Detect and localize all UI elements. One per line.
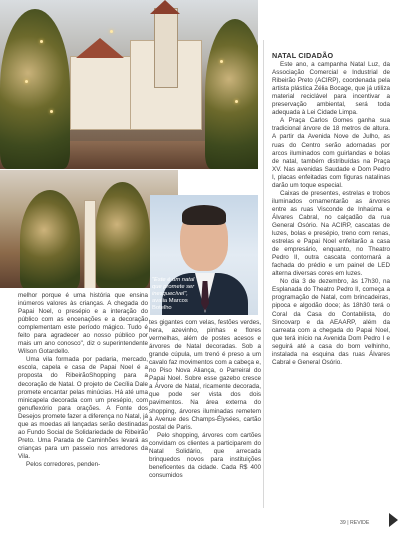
article-column-2 [149,319,261,480]
pull-quote-author: avalia Marcos Botelho [152,298,188,312]
paragraph: Pelos corredores, penden- [26,460,101,468]
christmas-tree [95,182,150,288]
natal-cidadao-sidebar [272,52,390,367]
string-light [220,60,223,63]
string-light [25,80,28,83]
village-house [70,56,132,130]
pull-quote [152,277,202,312]
paragraph: No dia 3 de dezembro, às 17h30, na Esplanada do Theatro Pedro II, começa a programação de Natal, com brincadeiras, pipoca e algodão doce; às 18h30 terá o Coral da Casa do Contabilista, do Sincovarp e da AEAARP, além da carreata com a chegada do Papai Noel, que terá início na Avenida Dom Pedro I e seguirá até a casa do bom velhinho, instalada na esquina das ruas Álvares Cabral e General Osório. [272,278,390,366]
paragraph: Caixas de presentes, estrelas e trobos iluminados ornamentarão as árvores entre as ruas Visconde de Inhaúma e Álvares Cabral, no calçadão da rua General Osório. Na ACIRP, cascatas de luzes, bolas e presépio, treno com renas, estrelas e Papai Noel enfeitarão a casa de empresário, enquanto, no Theatro Pedro II, outra cascata contornará a fachada do prédio e um painel de LED alterna diversas cores em luzes. [272,189,390,278]
paragraph: Uma vila formada por padaria, mercado, escola, capela e casa de Papai Noel é a proposta do RibeirãoShopping para a decoração de Natal. O projeto de Cecília Dale promete encantar pelas minúcias. Há até uma minicapela decorada com um presépio, com genuflexório para orações. A Fonte dos Desejos promete fazer a diferença no Natal, já que as moedas ali lançadas serão destinadas ao Fundo Social de Solidariedade de Ribeirão Preto. Uma Parada de Caminhões levará as crianças para um passeio nos arredores da Vila. [18,356,148,460]
pull-quote-text: "Este é um natal que promete ser inesquecível", [152,277,195,297]
string-light [110,30,113,33]
pillar [84,200,96,288]
paragraph: Pelo shopping, árvores com cartões convidam os clientes a participarem do Natal Solidário, que arrecada brinquedos novos para instituições beneficentes da cidade. Cada R$ 400 consumidos [149,431,261,479]
paragraph: melhor porque é uma história que ensina inúmeros valores às crianças. A chegada do Papai Noel, o presépio e a interação do público com as encenações e a decoração complementam este período mágico. Tudo é feito para agradecer ao nosso público por mais um ano conosco", diz o superintendente Wilson Gotardello. [18,292,148,356]
string-light [235,100,238,103]
paragraph: Este ano, a campanha Natal Luz, da Associação Comercial e Industrial de Ribeirão Preto (ACIRP), coordenada pela artista plástica Zélia Bocage, que já utiliza material reciclável para incentivar a preservação ambiental, será toda adequada à Lei Cidade Limpa. [272,61,390,117]
christmas-tree-right [205,19,258,169]
string-light [40,40,43,43]
chapel-tower-roof [150,0,180,14]
next-page-arrow-icon[interactable] [389,513,398,527]
page-number: 39 [340,520,346,526]
christmas-tree-left [0,9,70,169]
magazine-name: REVIDE [350,520,370,526]
column-divider [263,40,264,508]
article-column-1 [18,292,148,469]
section-title: NATAL CIDADÃO [272,51,334,60]
paragraph: tes gigantes com velas, festões verdes, hera, azevinho, pinhas e flores vermelhas, além de postes acesos e árvores de Natal decoradas. Sob a grande cúpula, um trenó é preso a um cavalo faz movimentos com a cabeça e, no Piso Nova Aliança, o Parreiral do Papai Noel. Sobre esse gazebo cresce a Árvore de Natal, ricamente decorada, que pode ser vista dos dois pavimentos. Na área externa do shopping, árvores iluminadas remetem à Avenue des Champs-Élysées, cartão postal de Paris. [149,319,261,431]
portrait-hair [182,205,226,225]
string-light [50,110,53,113]
village-roof [76,38,124,58]
vila-de-natal-photo [0,0,258,169]
photo-caption: A Vila de Natal, projeto de Cecília Dale para o [193,180,258,193]
chapel-tower [154,8,178,88]
page-footer: 39 | REVIDE [340,520,370,526]
paragraph: A Praça Carlos Gomes ganha sua tradicional árvore de 18 metros de altura. A partir da Avenida Nove de Julho, as ruas do Centro serão adornadas por arcos iluminados com guirlandas e bolas de natal, também distribuídas na Praça XV. Nas avenidas Saudade e Dom Pedro I, placas enfeitadas com figuras natalinas darão um toque especial. [272,117,390,189]
christmas-tree [20,190,80,288]
